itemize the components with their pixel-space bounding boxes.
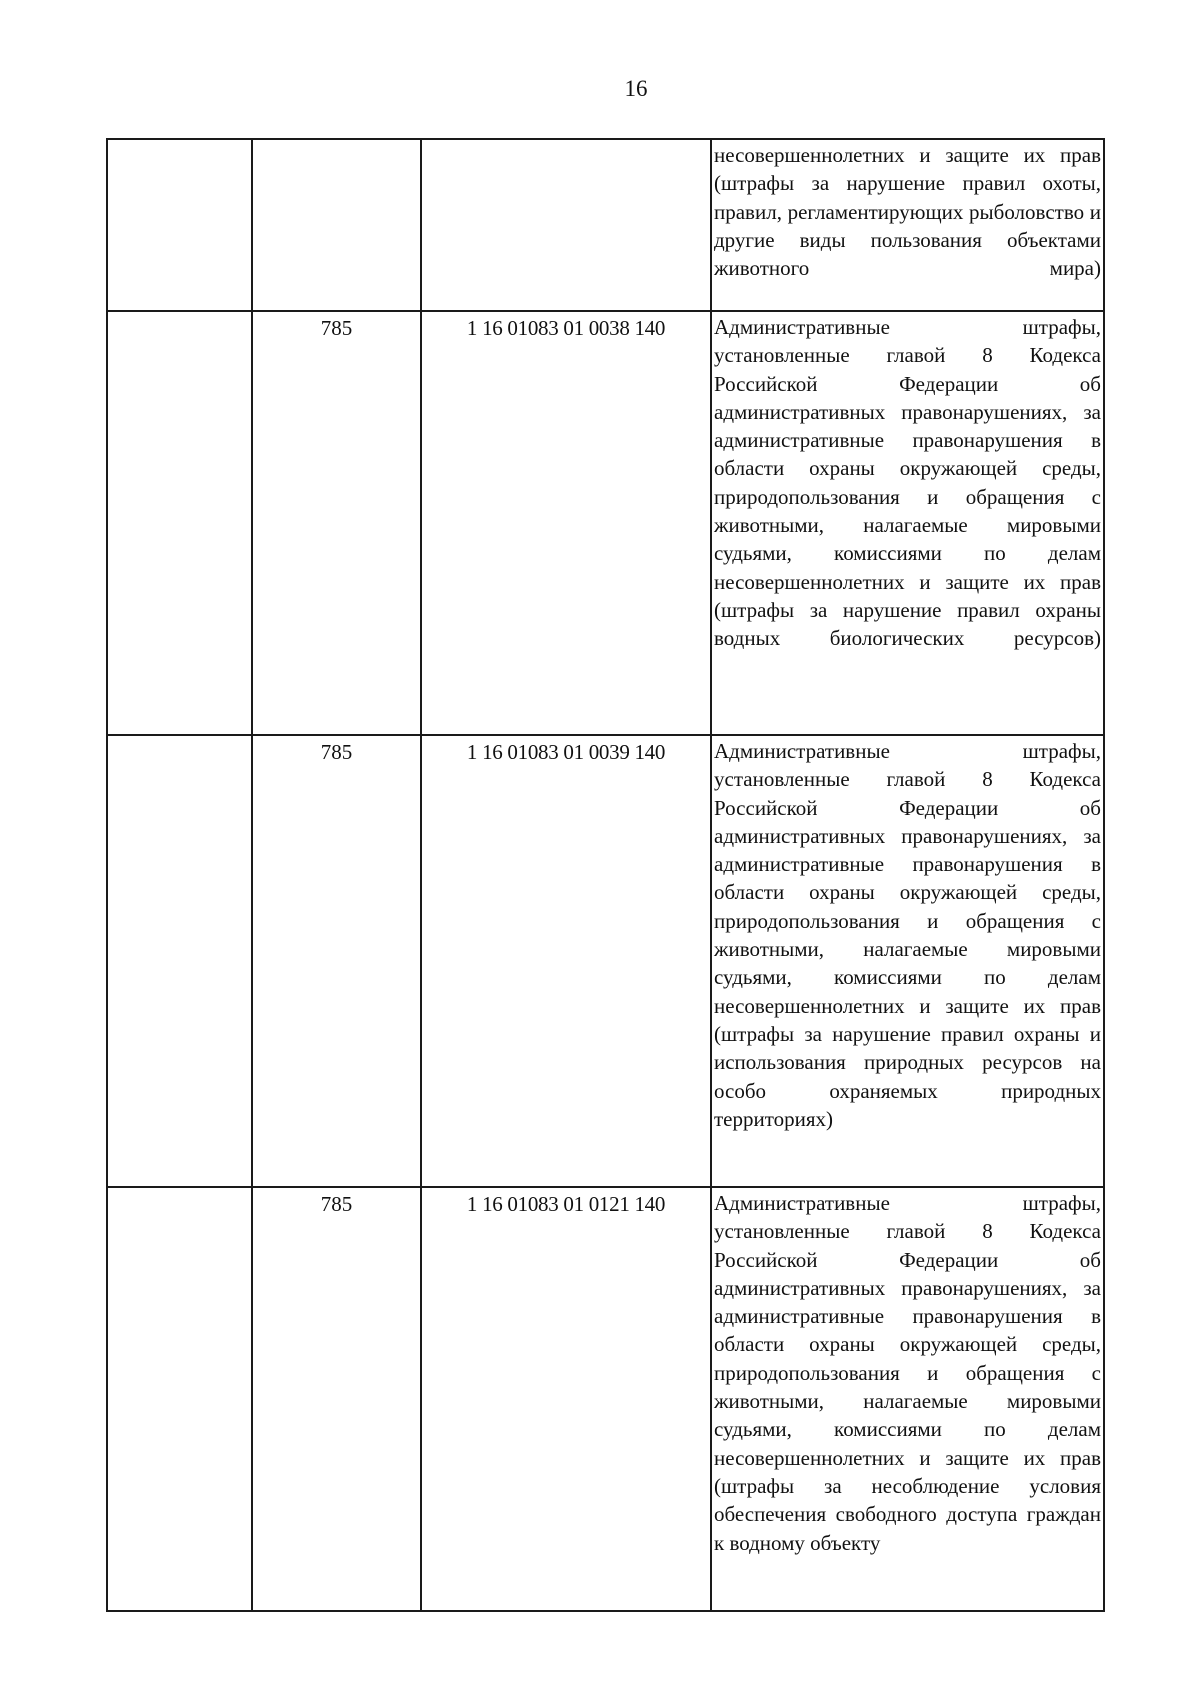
admin-code-cell: 785 xyxy=(252,1187,421,1611)
table-row xyxy=(107,139,1104,311)
row-number-cell xyxy=(107,139,252,311)
description-cell: Административные штрафы, установленные главой 8 Кодекса Российской Федерации об административных правонарушениях, за административные правонарушения в области охраны окружающей среды, природопользования и обращения с животными, налагаемые мировыми судьями, комиссиями по делам несовершеннолетних и защите их прав (штрафы за нарушение правил охраны водных биологических ресурсов) xyxy=(711,311,1104,735)
description-cell: несовершеннолетних и защите их прав (штрафы за нарушение правил охоты, правил, регламентирующих рыболовство и другие виды пользования объектами животного мира) xyxy=(711,139,1104,311)
page-number: 16 xyxy=(624,76,648,101)
kbk-code-cell xyxy=(421,139,711,311)
description-cell: Административные штрафы, установленные главой 8 Кодекса Российской Федерации об административных правонарушениях, за административные правонарушения в области охраны окружающей среды, природопользования и обращения с животными, налагаемые мировыми судьями, комиссиями по делам несовершеннолетних и защите их прав (штрафы за несоблюдение условия обеспечения свободного доступа граждан к водному объекту xyxy=(711,1187,1104,1611)
table-row xyxy=(107,735,1104,1187)
kbk-code-cell: 1 16 01083 01 0039 140 xyxy=(421,735,711,1187)
kbk-code-cell: 1 16 01083 01 0121 140 xyxy=(421,1187,711,1611)
admin-code-cell: 785 xyxy=(252,311,421,735)
row-number-cell xyxy=(107,735,252,1187)
row-number-cell xyxy=(107,311,252,735)
admin-code-cell xyxy=(252,139,421,311)
table-row xyxy=(107,311,1104,735)
row-number-cell xyxy=(107,1187,252,1611)
admin-code-cell: 785 xyxy=(252,735,421,1187)
table-row xyxy=(107,1187,1104,1611)
kbk-code-cell: 1 16 01083 01 0038 140 xyxy=(421,311,711,735)
description-cell: Административные штрафы, установленные главой 8 Кодекса Российской Федерации об административных правонарушениях, за административные правонарушения в области охраны окружающей среды, природопользования и обращения с животными, налагаемые мировыми судьями, комиссиями по делам несовершеннолетних и защите их прав (штрафы за нарушение правил охраны и использования природных ресурсов на особо охраняемых природных территориях) xyxy=(711,735,1104,1187)
budget-classification-table xyxy=(106,138,1105,1612)
